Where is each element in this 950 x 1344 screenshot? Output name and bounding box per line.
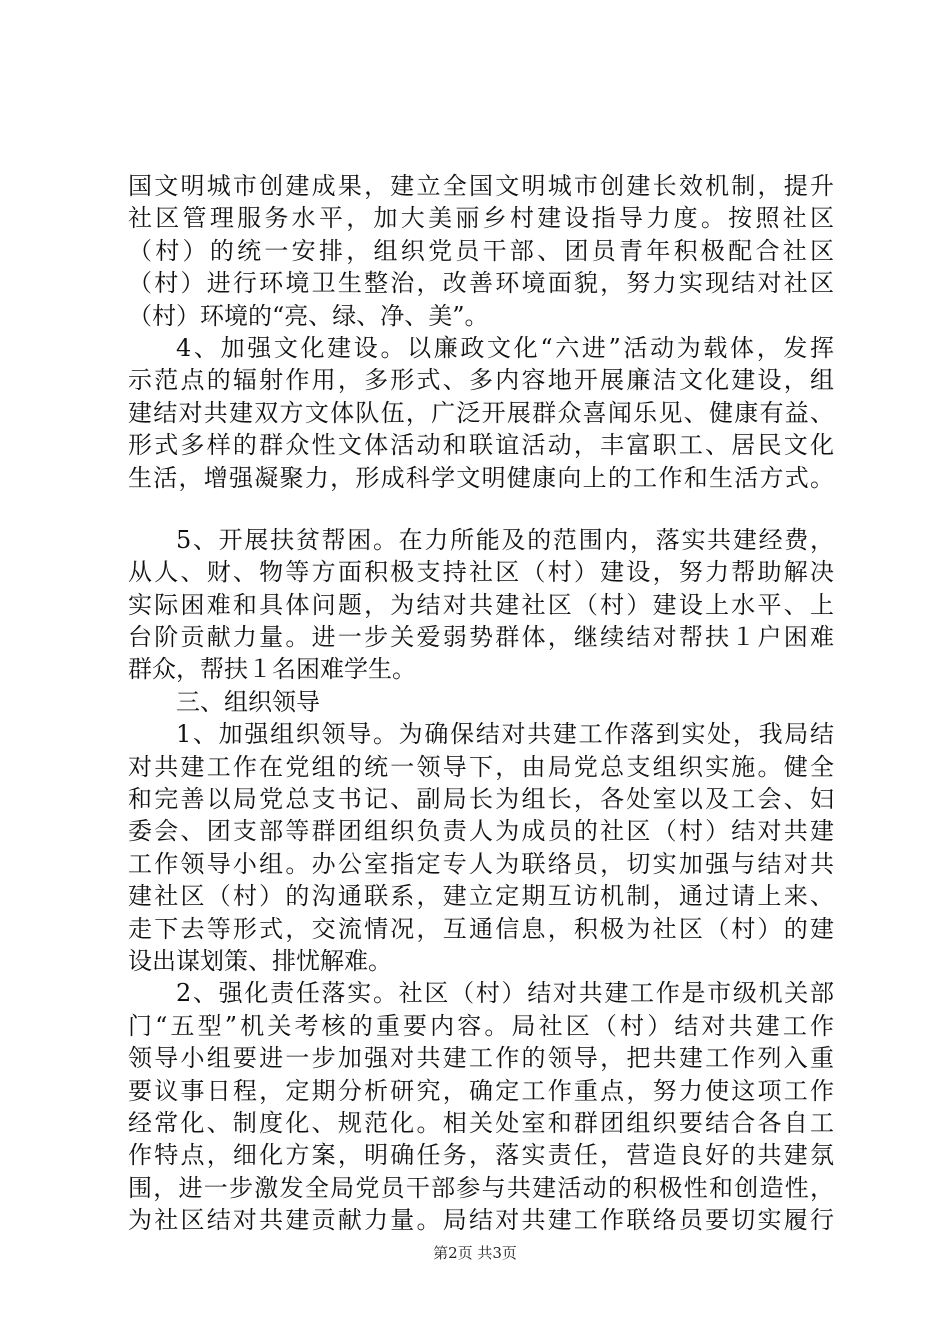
text-line: 为社区结对共建贡献力量。局结对共建工作联络员要切实履行 <box>128 1206 834 1235</box>
text-line: 国文明城市创建成果，建立全国文明城市创建长效机制，提升 <box>128 172 834 200</box>
paragraph-2-heading-line: 2、强化责任落实。社区（村）结对共建工作是市级机关部 <box>176 979 834 1008</box>
text-line: 作特点，细化方案，明确任务，落实责任，营造良好的共建氛 <box>128 1141 834 1170</box>
text-line: （村）进行环境卫生整治，改善环境面貌，努力实现结对社区 <box>128 269 834 298</box>
text-line: 对共建工作在党组的统一领导下，由局党总支组织实施。健全 <box>128 752 834 781</box>
text-line: 示范点的辐射作用，多形式、多内容地开展廉洁文化建设，组 <box>128 366 834 395</box>
text-line: 门“五型”机关考核的重要内容。局社区（村）结对共建工作 <box>128 1011 834 1040</box>
paragraph-1-heading-line: 1、加强组织领导。为确保结对共建工作落到实处，我局结 <box>176 720 834 749</box>
text-line: 工作领导小组。办公室指定专人为联络员，切实加强与结对共 <box>128 849 834 878</box>
text-line: 社区管理服务水平，加大美丽乡村建设指导力度。按照社区 <box>128 204 834 233</box>
section-heading: 三、组织领导 <box>176 687 320 716</box>
page-footer <box>0 1242 950 1263</box>
text-line: 走下去等形式，交流情况，互通信息，积极为社区（村）的建 <box>128 914 834 943</box>
text-line: 生活，增强凝聚力，形成科学文明健康向上的工作和生活方式。 <box>128 463 834 492</box>
text-line: 从人、财、物等方面积极支持社区（村）建设，努力帮助解决 <box>128 558 834 587</box>
text-line: 和完善以局党总支书记、副局长为组长，各处室以及工会、妇 <box>128 785 834 814</box>
paragraph-gap <box>128 494 834 524</box>
text-line: 要议事日程，定期分析研究，确定工作重点，努力使这项工作 <box>128 1076 834 1105</box>
paragraph-5-heading-line: 5、开展扶贫帮困。在力所能及的范围内，落实共建经费， <box>176 525 834 554</box>
paragraph-4-heading-line: 4、加强文化建设。以廉政文化“六进”活动为载体，发挥 <box>176 333 834 362</box>
text-line: 实际困难和具体问题，为结对共建社区（村）建设上水平、上 <box>128 590 834 619</box>
text-line: 形式多样的群众性文体活动和联谊活动，丰富职工、居民文化 <box>128 431 834 460</box>
text-line: 围，进一步激发全局党员干部参与共建活动的积极性和创造性， <box>128 1173 834 1202</box>
text-line: 建结对共建双方文体队伍，广泛开展群众喜闻乐见、健康有益、 <box>128 398 834 427</box>
text-line: （村）环境的“亮、绿、净、美”。 <box>128 301 489 330</box>
text-line: 领导小组要进一步加强对共建工作的领导，把共建工作列入重 <box>128 1044 834 1073</box>
text-line: （村）的统一安排，组织党员干部、团员青年积极配合社区 <box>128 236 834 265</box>
text-line: 建社区（村）的沟通联系，建立定期互访机制，通过请上来、 <box>128 882 834 911</box>
page-number: 第2页 共3页 <box>433 1244 517 1262</box>
text-line: 设出谋划策、排忧解难。 <box>128 946 392 975</box>
document-body <box>128 170 834 1237</box>
text-line: 群众，帮扶１名困难学生。 <box>128 655 416 684</box>
text-line: 委会、团支部等群团组织负责人为成员的社区（村）结对共建 <box>128 817 834 846</box>
text-line: 经常化、制度化、规范化。相关处室和群团组织要结合各自工 <box>128 1108 834 1137</box>
text-line: 台阶贡献力量。进一步关爱弱势群体，继续结对帮扶１户困难 <box>128 623 834 652</box>
